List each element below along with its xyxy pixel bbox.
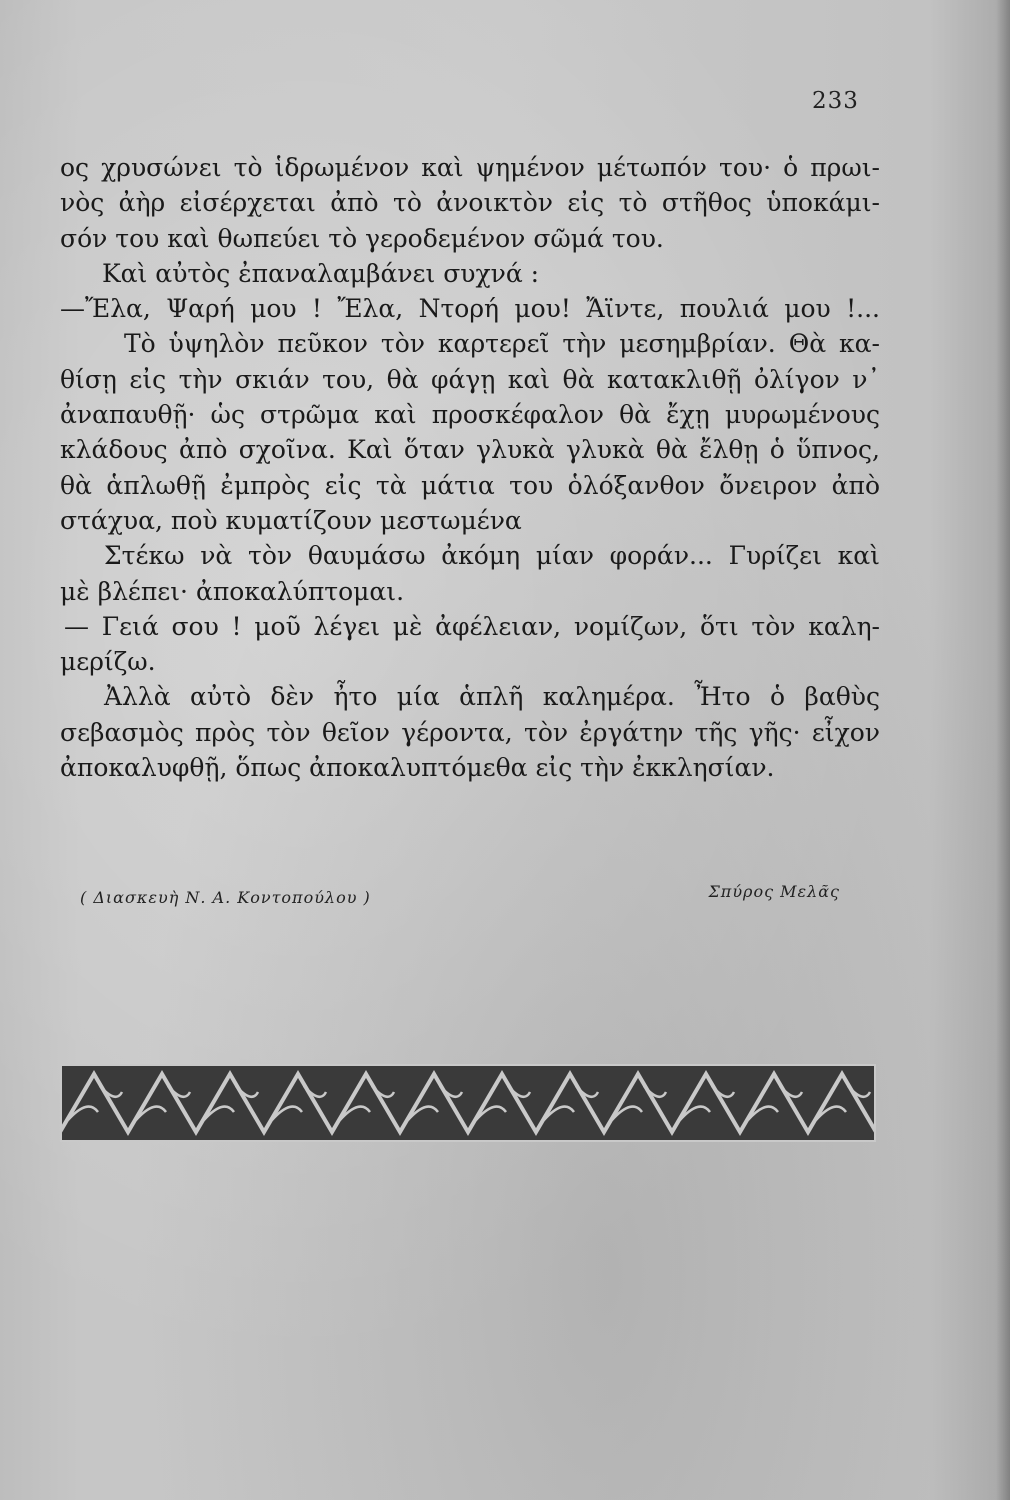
- text-line: νὸς ἀὴρ εἰσέρχεται ἀπὸ τὸ ἀνοικτὸν εἰς τὸ στῆθος ὑποκάμι-: [60, 188, 880, 218]
- text-line: — Γειά σου ! μοῦ λέγει μὲ ἀφέλειαν, νομίζων, ὅτι τὸν καλη-: [64, 611, 880, 641]
- decorative-zigzag-border-icon: [60, 1064, 876, 1142]
- text-line: σεβασμὸς πρὸς τὸν θεῖον γέροντα, τὸν ἐργάτην τῆς γῆς· εἶχον: [60, 717, 880, 747]
- adaptation-credit: ( Διασκευὴ Ν. Α. Κοντοπούλου ): [80, 888, 371, 907]
- text-line: θίσῃ εἰς τὴν σκιάν του, θὰ φάγῃ καὶ θὰ κατακλιθῇ ὀλίγον ν᾽: [60, 364, 880, 394]
- text-line: ος χρυσώνει τὸ ἱδρωμένον καὶ ψημένον μέτωπόν του· ὁ πρωι-: [60, 153, 880, 182]
- text-line: Καὶ αὐτὸς ἐπαναλαμβάνει συχνά :: [102, 258, 540, 288]
- body-text: [60, 150, 880, 785]
- text-line: κλάδους ἀπὸ σχοῖνα. Καὶ ὅταν γλυκὰ γλυκὰ θὰ ἔλθῃ ὁ ὕπνος,: [60, 435, 880, 465]
- text-line: —Ἔλα, Ψαρή μου ! Ἔλα, Ντορή μου! Ἄϊντε, πουλιά μου !...: [60, 294, 880, 324]
- page-edge-shadow: [996, 0, 1010, 1500]
- text-line: θὰ ἁπλωθῇ ἐμπρὸς εἰς τὰ μάτια του ὁλόξανθον ὄνειρον ἀπὸ: [60, 470, 880, 500]
- text-line: Ἀλλὰ αὐτὸ δὲν ἦτο μία ἁπλῆ καλημέρα. Ἦτο ὁ βαθὺς: [104, 682, 880, 712]
- text-line: Τὸ ὑψηλὸν πεῦκον τὸν καρτερεῖ τὴν μεσημβρίαν. Θὰ κα-: [124, 329, 880, 359]
- author-signature: Σπύρος Μελᾶς: [708, 882, 840, 901]
- text-line: σόν του καὶ θωπεύει τὸ γεροδεμένον σῶμά του.: [60, 223, 664, 253]
- text-line: στάχυα, ποὺ κυματίζουν μεστωμένα: [60, 505, 522, 535]
- text-line: Στέκω νὰ τὸν θαυμάσω ἀκόμη μίαν φοράν... Γυρίζει καὶ: [104, 541, 880, 571]
- text-line: ἀναπαυθῇ· ὡς στρῶμα καὶ προσκέφαλον θὰ ἔχῃ μυρωμένους: [60, 400, 880, 430]
- page-number: 233: [812, 88, 859, 114]
- text-line: μὲ βλέπει· ἀποκαλύπτομαι.: [60, 576, 405, 606]
- text-line: ἀποκαλυφθῇ, ὅπως ἀποκαλυπτόμεθα εἰς τὴν ἐκκλησίαν.: [60, 753, 775, 783]
- text-line: μερίζω.: [60, 647, 156, 677]
